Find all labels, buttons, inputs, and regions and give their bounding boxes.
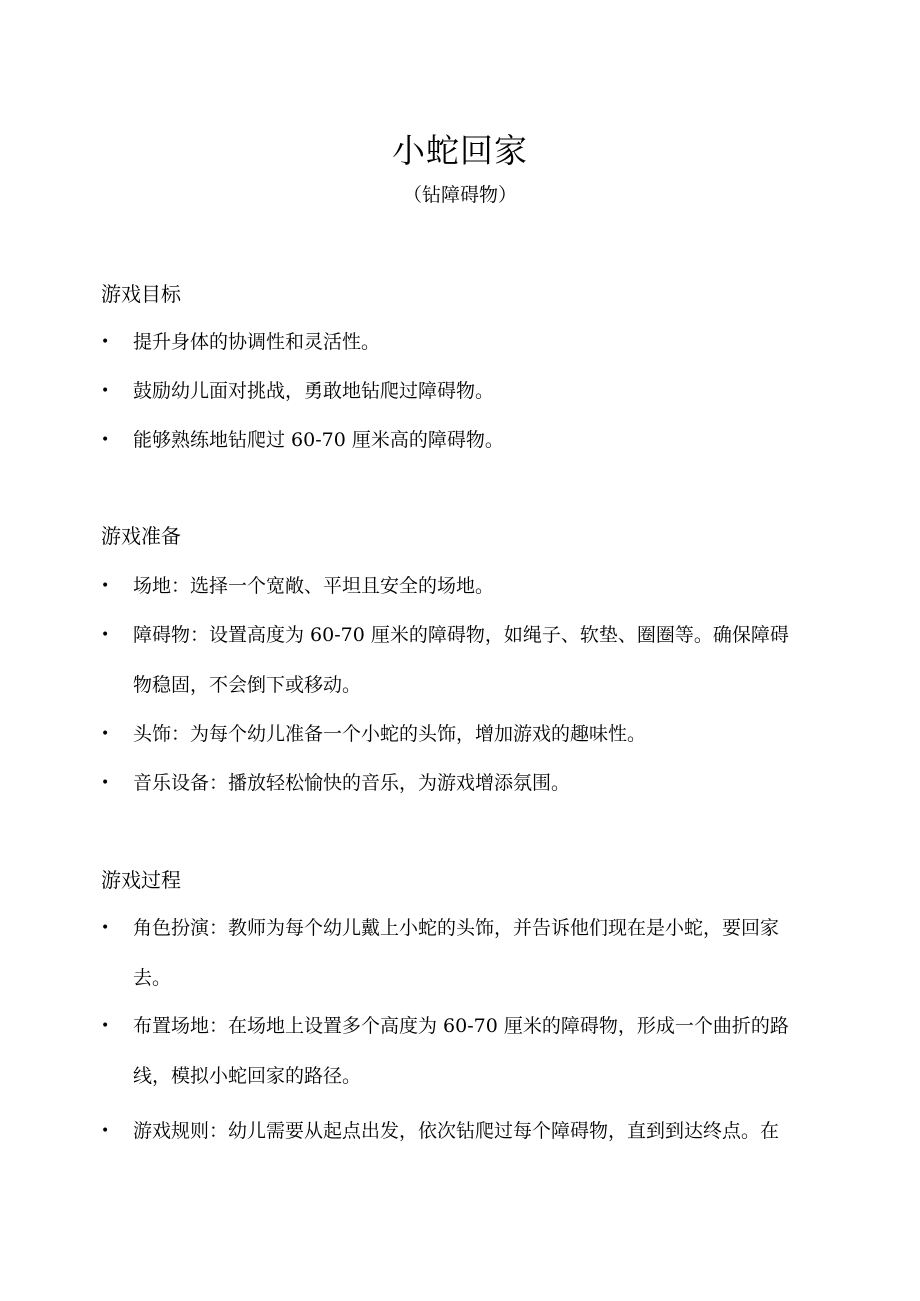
list-item-text: 鼓励幼儿面对挑战，勇敢地钻爬过障碍物。 <box>133 380 495 402</box>
list-item <box>101 561 821 611</box>
bullet-icon: • <box>101 726 110 742</box>
document-subtitle: （钻障碍物） <box>402 184 517 206</box>
list-item <box>101 903 821 1003</box>
bullet-icon: • <box>101 920 110 936</box>
list-item <box>101 317 821 367</box>
bullet-icon: • <box>101 1018 110 1034</box>
bullet-icon: • <box>101 775 110 791</box>
list-item-text: 头饰：为每个幼儿准备一个小蛇的头饰，增加游戏的趣味性。 <box>133 723 647 745</box>
list-item <box>101 758 821 808</box>
list-item-text: 游戏规则：幼儿需要从起点出发，依次钻爬过每个障碍物，直到到达终点。在 <box>133 1120 780 1142</box>
bullet-icon: • <box>101 627 110 643</box>
list-item <box>101 610 821 710</box>
section-heading-process: 游戏过程 <box>101 868 181 892</box>
bullet-icon: • <box>101 432 110 448</box>
section-heading-goals: 游戏目标 <box>101 282 181 306</box>
list-item-text: 场地：选择一个宽敞、平坦且安全的场地。 <box>133 575 495 597</box>
list-item <box>101 366 821 416</box>
bullet-icon: • <box>101 334 110 350</box>
list-item-text: 角色扮演：教师为每个幼儿戴上小蛇的头饰，并告诉他们现在是小蛇，要回家 去。 <box>133 917 780 989</box>
list-item-text: 音乐设备：播放轻松愉快的音乐，为游戏增添氛围。 <box>133 772 571 794</box>
list-item-text: 能够熟练地钻爬过 60-70 厘米高的障碍物。 <box>133 429 504 451</box>
list-item-text: 布置场地：在场地上设置多个高度为 60-70 厘米的障碍物，形成一个曲折的路 线，模拟小蛇回家的路径。 <box>133 1015 789 1087</box>
list-item <box>101 1106 821 1156</box>
list-item <box>101 415 821 465</box>
bullet-icon: • <box>101 578 110 594</box>
section-heading-preparation: 游戏准备 <box>101 524 181 548</box>
list-item-text: 提升身体的协调性和灵活性。 <box>133 331 381 353</box>
list-item-text: 障碍物：设置高度为 60-70 厘米的障碍物，如绳子、软垫、圈圈等。确保障碍 物稳固，不会倒下或移动。 <box>133 624 789 696</box>
list-item <box>101 709 821 759</box>
bullet-icon: • <box>101 1123 110 1139</box>
list-item <box>101 1001 821 1101</box>
bullet-icon: • <box>101 383 110 399</box>
document-title: 小蛇回家 <box>392 131 528 170</box>
